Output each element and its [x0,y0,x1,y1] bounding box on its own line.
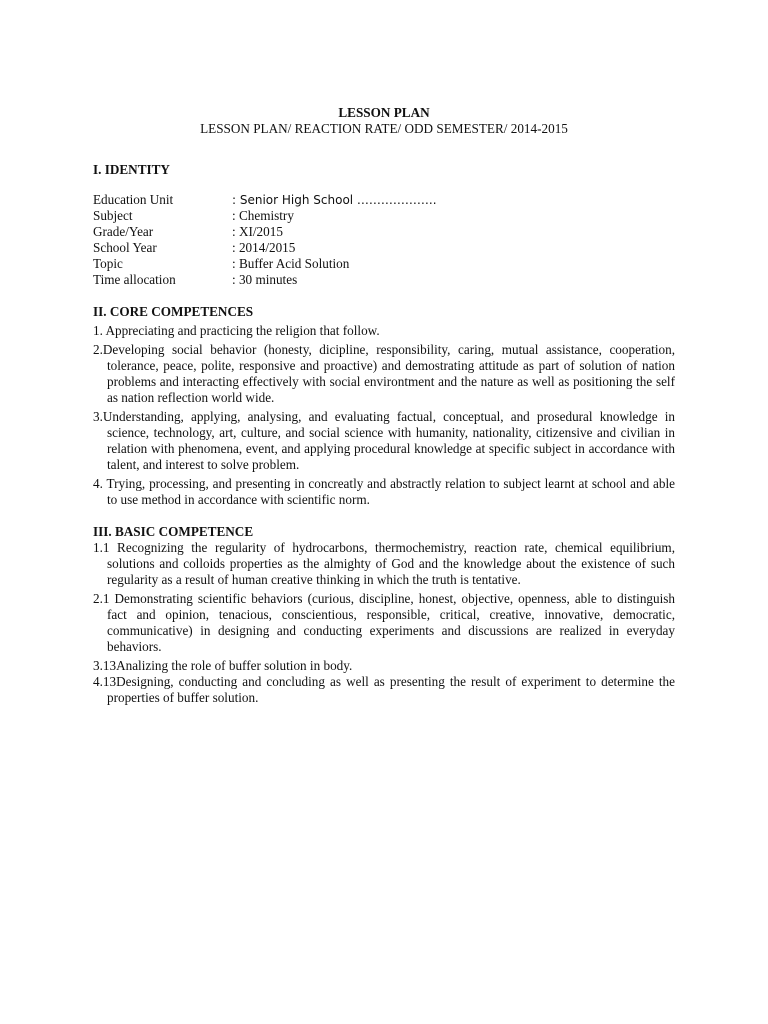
identity-value: : Buffer Acid Solution [232,256,350,271]
core-competences-heading: II. CORE COMPETENCES [93,304,254,319]
identity-label: School Year [93,240,157,255]
basic-competence-item: 1.1 Recognizing the regularity of hydrocarbons, thermochemistry, reaction rate, chemical equilibrium, solutions and colloids properties as the almighty of God and the knowledge about the existence of such regularity as a result of human creative thinking in which the truth is tentative. [93,540,675,587]
core-competence-item: 2.Developing social behavior (honesty, dicipline, responsibility, caring, mutual assistance, cooperation, tolerance, peace, polite, responsive and proactive) and demostrating attitude as part of solution of nation problems and interacting effectively with social environtment and the nature as well as positioning the self as nation reflection world wide. [93,342,675,405]
identity-row-education-unit [93,192,675,208]
document-title: LESSON PLAN [338,105,430,120]
identity-value: : 30 minutes [232,272,298,287]
identity-label: Topic [93,256,123,271]
identity-label: Education Unit [93,192,174,207]
identity-row-topic [93,256,675,272]
core-competence-item: 4. Trying, processing, and presenting in concreatly and abstractly relation to subject learnt at school and able to use method in accordance with scientific norm. [93,476,675,507]
identity-label: Time allocation [93,272,176,287]
basic-competence-item: 3.13Analizing the role of buffer solution in body. [93,658,353,673]
identity-row-subject [93,208,675,224]
core-competence-item: 1. Appreciating and practicing the religion that follow. [93,323,380,338]
document-subtitle: LESSON PLAN/ REACTION RATE/ ODD SEMESTER/ 2014-2015 [200,121,568,136]
identity-table [93,192,675,288]
basic-competence-item: 4.13Designing, conducting and concluding as well as presenting the result of experiment to determine the properties of buffer solution. [93,674,675,705]
basic-competence-heading: III. BASIC COMPETENCE [93,524,254,539]
identity-label: Subject [93,208,133,223]
identity-value: : Chemistry [232,208,294,223]
identity-row-school-year [93,240,675,256]
core-competence-item: 3.Understanding, applying, analysing, and evaluating factual, conceptual, and prosedural knowledge in science, technology, art, culture, and social science with humanity, nationality, citizensive and civilian in relation with phenomena, event, and applying procedural knowledge at specific subject in accordance with talent, and interest to solve problem. [93,409,675,472]
identity-row-time-allocation [93,272,675,288]
identity-value: : 2014/2015 [232,240,296,255]
lesson-plan-page [93,105,675,706]
identity-row-grade-year [93,224,675,240]
identity-heading: I. IDENTITY [93,162,170,177]
identity-label: Grade/Year [93,224,154,239]
identity-value: : XI/2015 [232,224,283,239]
basic-competence-item: 2.1 Demonstrating scientific behaviors (curious, discipline, honest, objective, openness, able to distinguish fact and opinion, tenacious, conscientious, responsible, critical, creative, innovative, democratic, communicative) in designing and conducting experiments and discussions are realized in everyday behaviors. [93,591,675,654]
identity-value: : Senior High School ……………….. [232,193,437,207]
